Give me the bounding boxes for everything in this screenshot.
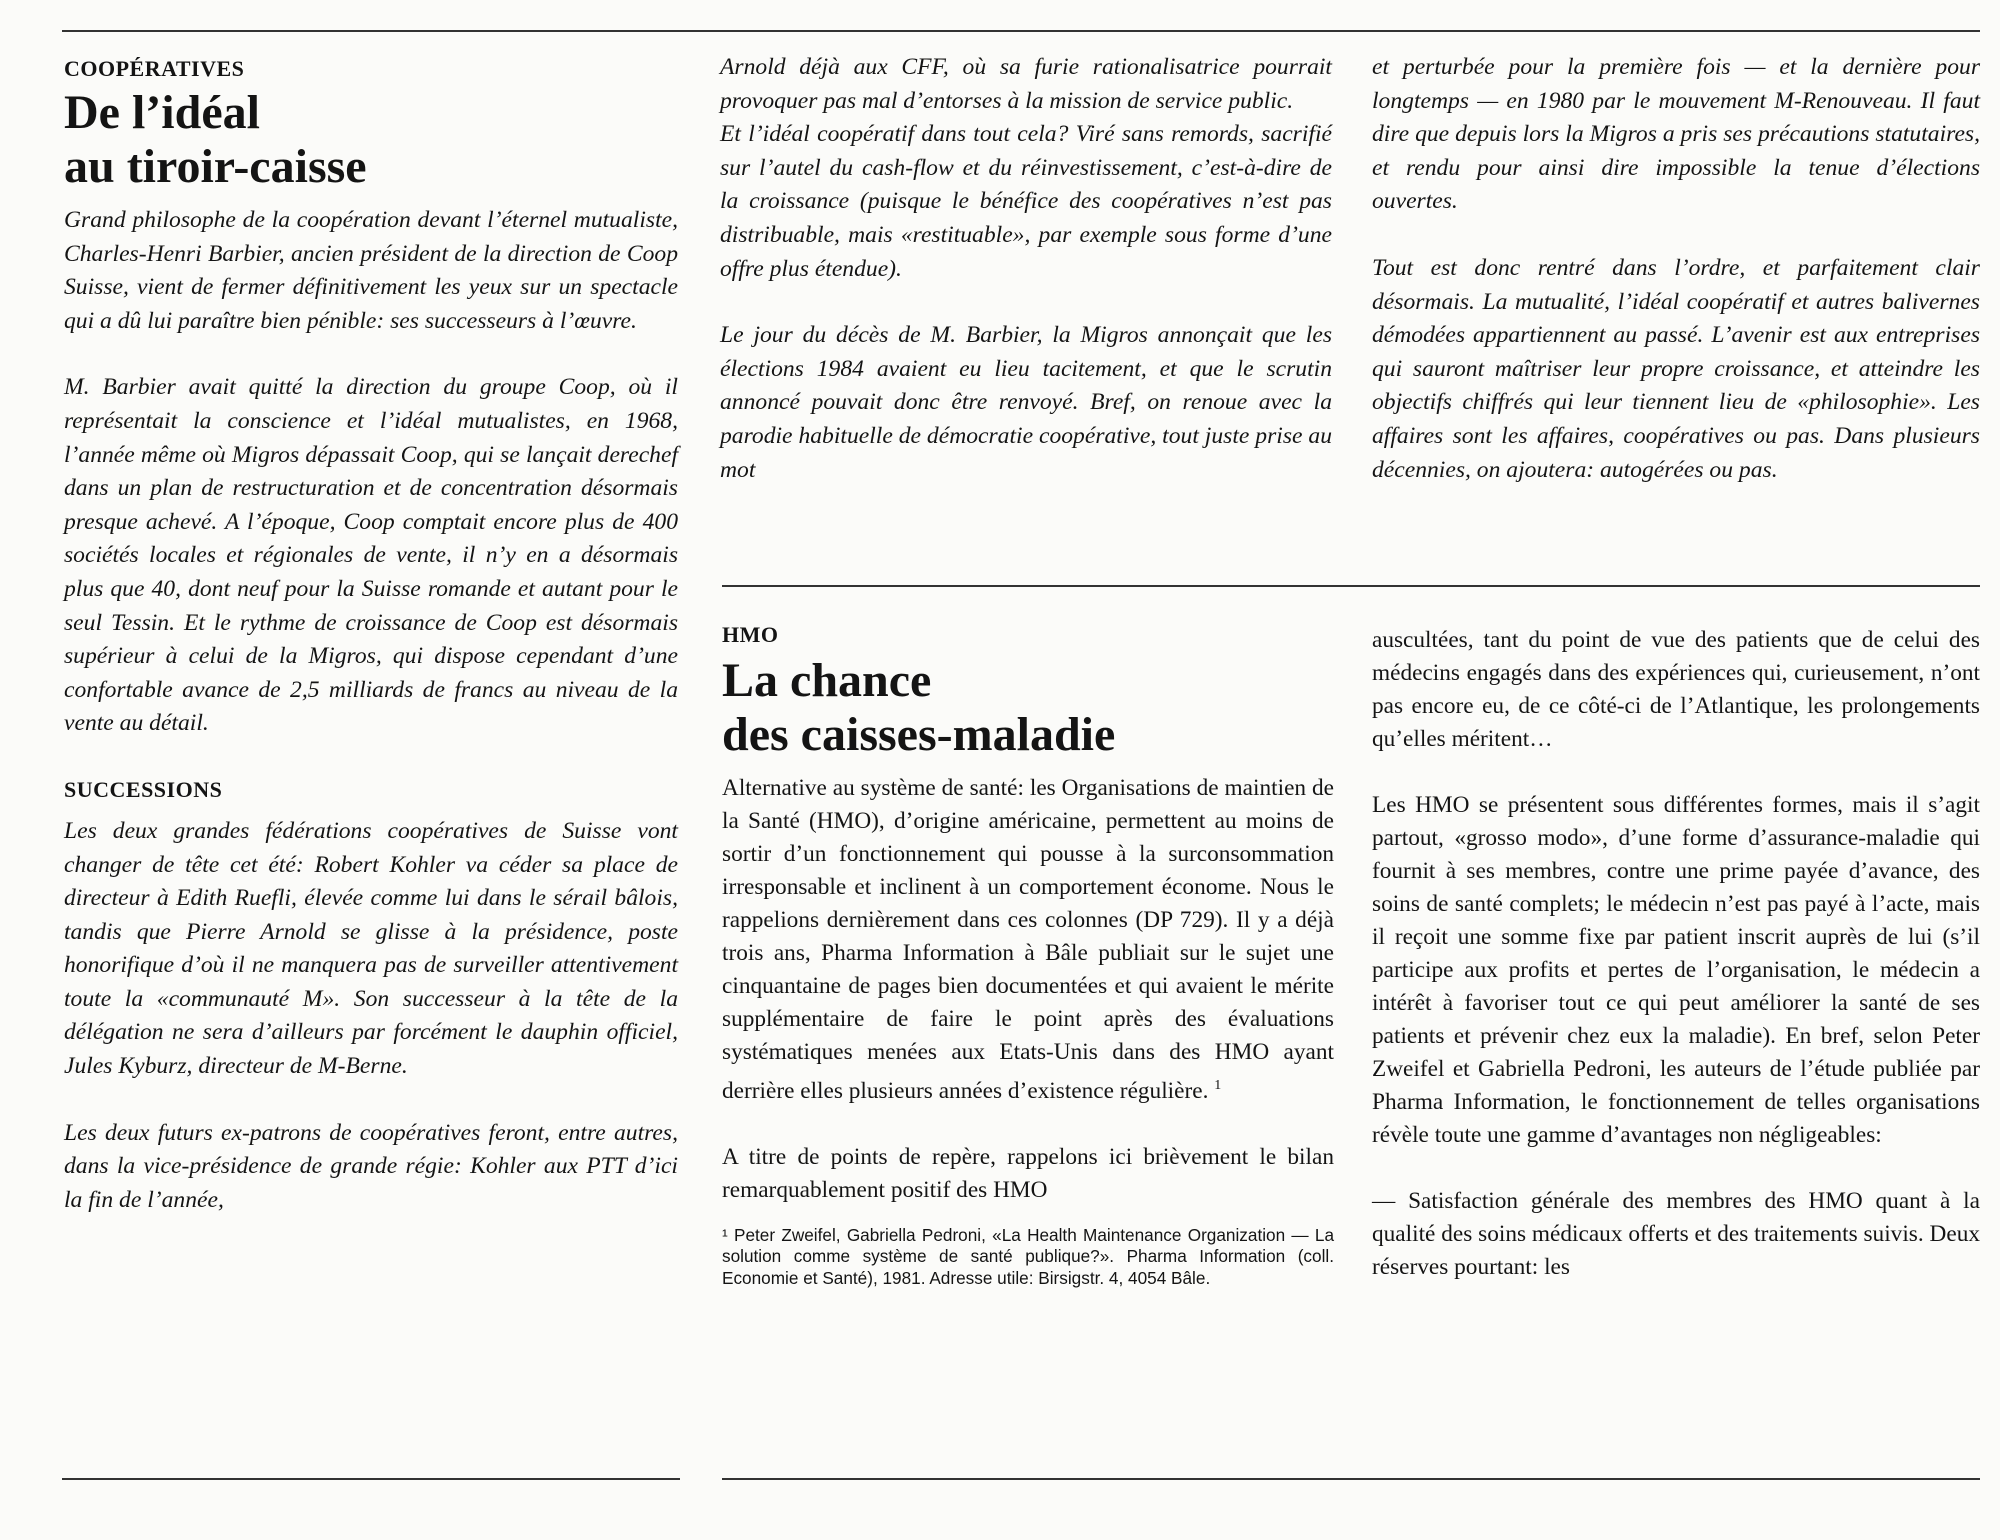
right-top-column <box>1372 51 1980 487</box>
headline-line: des caisses-maladie <box>722 708 1116 761</box>
article-headline <box>64 86 678 194</box>
body-paragraph: — Satisfaction générale des membres des HMO quant à la qualité des soins médicaux offerts et des traitements suivis. Deux réserves pourtant: les <box>1372 1188 1980 1280</box>
bottom-rule-right <box>722 1478 1980 1480</box>
footnote-marker: 1 <box>1214 1078 1222 1093</box>
intro-paragraph: Grand philosophe de la coopération devant l’éternel mutualiste, Charles-Henri Barbier, ancien président de la direction de Coop Suisse, vient de fermer définitivement les yeux sur un spectacle qui a dû lui paraître bien pénible: ses successeurs à l’œuvre. <box>64 207 678 334</box>
body-paragraph: auscultées, tant du point de vue des patients que de celui des médecins engagés dans des expériences qui, curieusement, n’ont pas encore eu, de ce côté-ci de l’Atlantique, les prolongements qu’elles méritent… <box>1372 627 1980 752</box>
body-paragraph: et perturbée pour la première fois — et la dernière pour longtemps — en 1980 par le mouvement M-Renouveau. Il faut dire que depuis lors la Migros a pris ses précautions statutaires, et rendu pour ainsi dire impossible la tenue d’élections ouvertes. <box>1372 54 1980 215</box>
bottom-rule-left <box>62 1478 680 1480</box>
section-kicker: COOPÉRATIVES <box>64 56 245 81</box>
top-rule <box>62 30 1980 32</box>
section-kicker: HMO <box>722 622 779 647</box>
article-headline <box>722 654 1334 762</box>
hmo-right-column <box>1372 624 1980 1284</box>
subhead: SUCCESSIONS <box>64 776 223 802</box>
headline-line: au tiroir-caisse <box>64 140 367 193</box>
body-paragraph: Tout est donc rentré dans l’ordre, et parfaitement clair désormais. La mutualité, l’idéal coopératif et autres balivernes démodées appartiennent au passé. L’avenir est aux entreprises qui sauront maîtriser leur propre croissance, et atteindre les objectifs chiffrés qui leur tiennent lieu de «philosophie». Les affaires sont les affaires, coopératives ou pas. Dans plusieurs décennies, on ajoutera: autogérées ou pas. <box>1372 254 1980 483</box>
body-paragraph: Arnold déjà aux CFF, où sa furie rationalisatrice pourrait provoquer pas mal d’entorses à la mission de service public. <box>720 54 1332 114</box>
body-paragraph: Les HMO se présentent sous différentes formes, mais il s’agit partout, «grosso modo», d’une forme d’assurance-maladie qui fournit à ses membres, contre une prime payée d’avance, des soins de santé complets; le médecin n’est pas payé à l’acte, mais il reçoit une somme fixe par patient inscrit auprès de lui (s’il participe aux profits et pertes de l’organisation, le médecin a intérêt à favoriser tout ce qui peut améliorer la santé de ses patients et prévenir chez eux la maladie). En bref, selon Peter Zweifel et Gabriella Pedroni, les auteurs de l’étude publiée par Pharma Information, le fonctionnement de telles organisations révèle toute une gamme d’avantages non négligeables: <box>1372 792 1980 1148</box>
headline-line: La chance <box>722 654 932 707</box>
hmo-left-column <box>722 622 1334 1289</box>
body-paragraph: Le jour du décès de M. Barbier, la Migros annonçait que les élections 1984 avaient eu lieu tacitement, et que le scrutin annoncé pouvait donc être renvoyé. Bref, on renoue avec la parodie habituelle de démocratie coopérative, tout juste prise au mot <box>720 322 1332 483</box>
left-column <box>64 56 678 1217</box>
body-paragraph: Les deux futurs ex-patrons de coopératives feront, entre autres, dans la vice-présidence de grande régie: Kohler aux PTT d’ici la fin de l’année, <box>64 1119 678 1213</box>
body-text: Alternative au système de santé: les Organisations de maintien de la Santé (HMO), d’origine américaine, permettent au moins de sortir d’un fonctionnement qui pousse à la surconsommation irresponsable et inclinent à un comportement économe. Nous le rappelions dernièrement dans ces colonnes (DP 729). Il y a déjà trois ans, Pharma Information à Bâle publiait sur le sujet une cinquantaine de pages bien documentées et qui avaient le mérite supplémentaire de faire le point après des évaluations systématiques menées aux Etats-Unis dans des HMO ayant derrière elles plusieurs années d’existence régulière. <box>722 775 1334 1104</box>
body-paragraph <box>722 772 1334 1108</box>
section-divider-rule <box>722 585 1980 587</box>
body-paragraph: Les deux grandes fédérations coopératives de Suisse vont changer de tête cet été: Robert Kohler va céder sa place de directeur à Edith Ruefli, élevée comme lui dans le sérail bâlois, tandis que Pierre Arnold se glisse à la présidence, poste honorifique d’où il ne manquera pas de surveiller attentivement toute la «communauté M». Son successeur à la tête de la délégation ne sera d’ailleurs par forcément le dauphin officiel, Jules Kyburz, directeur de M-Berne. <box>64 817 678 1080</box>
middle-top-column <box>720 51 1332 487</box>
body-paragraph: M. Barbier avait quitté la direction du groupe Coop, où il représentait la conscience et l’idéal mutualistes, en 1968, l’année même où Migros dépassait Coop, qui se lançait derechef dans un plan de restructuration et de concentration désormais presque achevé. A l’époque, Coop comptait encore plus de 400 sociétés locales et régionales de vente, il n’y en a désormais plus que 40, dont neuf pour la Suisse romande et autant pour le seul Tessin. Et le rythme de croissance de Coop est désormais supérieur à celui de la Migros, qui dispose cependant d’une confortable avance de 2,5 milliards de francs au niveau de la vente au détail. <box>64 374 678 737</box>
headline-line: De l’idéal <box>64 86 260 139</box>
body-paragraph: Et l’idéal coopératif dans tout cela? Viré sans remords, sacrifié sur l’autel du cash-flow et du réinvestissement, c’est-à-dire de la croissance (puisque le bénéfice des coopératives n’est pas distribuable, mais «restituable», par exemple sous forme d’une offre plus étendue). <box>720 121 1332 282</box>
body-paragraph: A titre de points de repère, rappelons ici brièvement le bilan remarquablement positif des HMO <box>722 1143 1334 1203</box>
footnote: ¹ Peter Zweifel, Gabriella Pedroni, «La Health Maintenance Organization — La solution comme système de santé publique?». Pharma Information (coll. Economie et Santé), 1981. Adresse utile: Birsigstr. 4, 4054 Bâle. <box>722 1224 1334 1288</box>
